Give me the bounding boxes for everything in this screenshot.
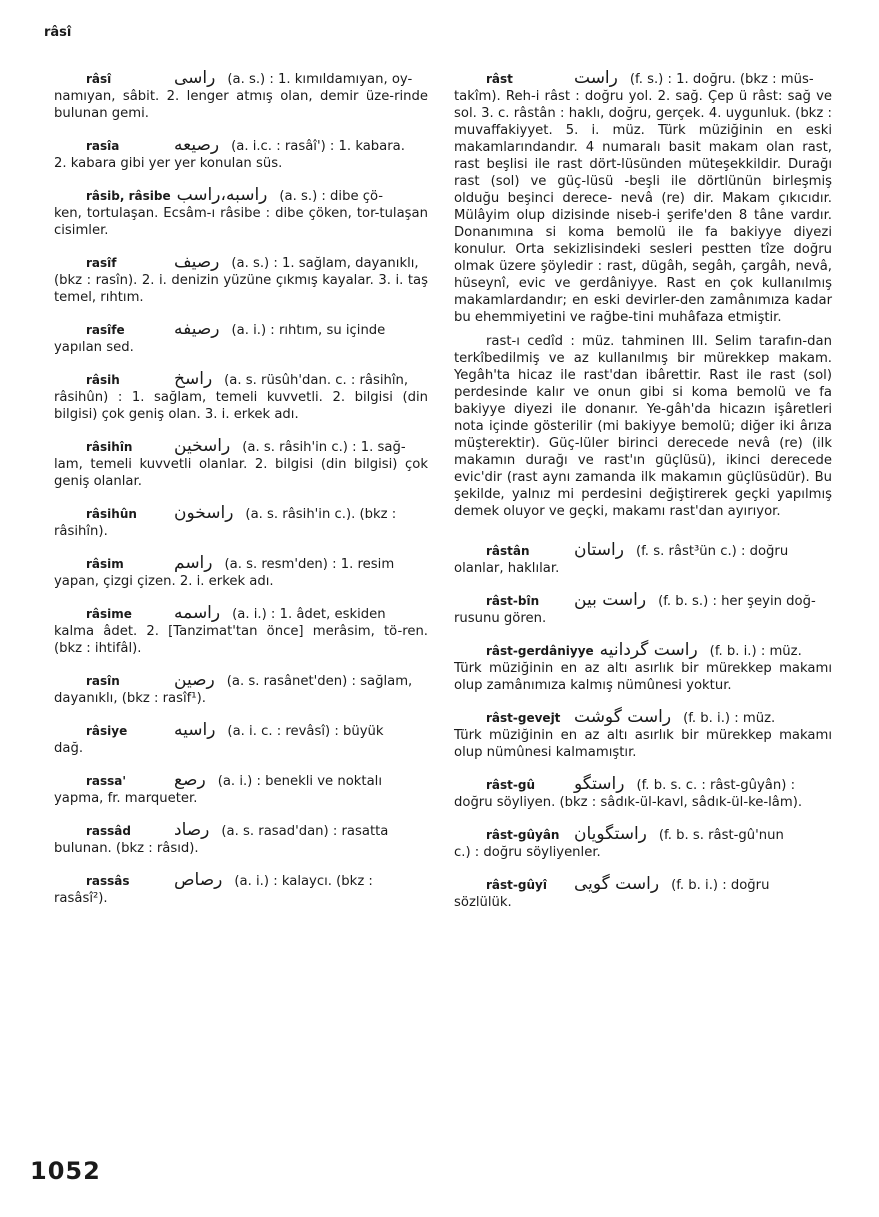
entry-arabic-script: راست بین [574,590,647,610]
entry-arabic-script: راسی [174,68,216,88]
entry-arabic-script: راسبه،راسب [176,185,268,205]
entry-definition: namıyan, sâbit. 2. lenger atmış olan, demir üze-rinde bulunan gemi. [54,89,428,121]
dictionary-entry [54,605,428,657]
right-entries [454,542,832,911]
entry-arabic-script: راستگو [574,774,625,794]
entry-definition: yapma, fr. marqueter. [54,791,198,806]
entry-definition-start: (f. s. râst³ün c.) : doğru [635,544,789,559]
entry-definition-start: (f. b. s. râst-gû'nun [658,828,784,843]
entry-headword: râsihîn [86,440,133,454]
dictionary-entry [54,70,428,122]
dictionary-entry [454,592,832,627]
entry-definition: lam, temeli kuvvetli olanlar. 2. bilgisi (din bilgisi) çok geniş olanlar. [54,457,428,489]
entry-definition-start: (f. b. i.) : müz. [709,644,802,659]
entry-definition-start: (a. i.) : kalaycı. (bkz : [234,874,373,889]
entry-definition: takîm). Reh-i râst : doğru yol. 2. sağ. Çep ü râst: sağ ve sol. 3. c. râstân : haklı, doğru, gerçek. 4. uygunluk. (bkz : muvaffakiyyet. 5. i. müz. Türk müziğinin en eski makamlarındandır. 4 numaralı basit makam olan rast, rast beşlisi ile rast dört-lüsünden müteşekkildir. Durağı rast (sol) ve güç-lüsü -beşli ile dörtlünün birleşmiş olduğu beşinci derece- nevâ (re) dir. Makam çıkıcıdır. Mülâyim olup dizisinde niseb-i şerife'den 8 tâne vardır. Donanımına si koma bemolü ile fa bakiyye diyezi konulur. Orta sekizlisindeki sesleri pestten tîze doğru olmak üzere şöyledir : rast, dügâh, segâh, çargâh, nevâ, hüseynî, evic ve gerdâniyye. Rast en çok kullanılmış makamlardandır; en eski devirler-den zamânımıza kadar bu ehemmiyetini ve rağbe-tini muhâfaza etmiştir. [454,89,832,325]
entry-definition-start: (a. s. rüsûh'dan. c. : râsihîn, [224,373,409,388]
entry-definition-start: (a. s. râsih'in c.). (bkz : [245,507,397,522]
entry-definition-start: (a. s. rasânet'den) : sağlam, [226,674,413,689]
entry-headword: rasîfe [86,323,125,337]
entry-definition-start: (f. b. i.) : doğru [671,878,770,893]
entry-headword: râsim [86,557,124,571]
entry-definition-start: (f. b. i.) : müz. [683,711,776,726]
entry-definition-start: (a. i.) : rıhtım, su içinde [231,323,386,338]
running-head: râsî [44,25,72,40]
entry-definition: râsihîn). [54,524,108,539]
entry-arabic-script: راسیه [174,720,216,740]
dictionary-entry [454,876,832,911]
subentry-rast-i-cedid: rast-ı cedîd : müz. tahminen III. Selim tarafın-dan terkîbedilmiş ve az kullanılmış bir mürekkep makam. Yegâh'ta hicaz ile rast'dan ibârettir. Rast ile rast (sol) perdesinde kalır ve onun gibi si koma bemolü ve fa bakiyye diyezi ile donanır. Ye-gâh'da hicazın işâretleri nota içinde gösterilir (mi bakiyye bemolü; diğer iki ârıza müşterektir). Güç-lüler birinci derecede nevâ (re) (ilk makamın durağı ve rast'ın güçlüsü), ikinci derecede evic'dir (rast aynı zamanda ilk makamın güçlüsüdür). Bu şekilde, yalnız mi perdesini değiştirerek geçki yapılmış demek oluyor ve geçki, makamı rast'dan ayırıyor. [454,334,832,519]
entry-headword: râst-gû [486,778,536,792]
entry-headword: râst [486,72,513,86]
entry-definition: yapan, çizgi çizen. 2. i. erkek adı. [54,574,274,589]
entry-definition: rasâsî²). [54,891,108,906]
dictionary-entry [54,772,428,807]
dictionary-entry-rast [454,70,832,326]
entry-arabic-script: رصیف [174,252,220,272]
left-column [54,70,428,922]
entry-arabic-script: راست گردانیه [599,640,698,660]
dictionary-entry [54,254,428,306]
entry-arabic-script: راست گوشت [574,707,672,727]
dictionary-entry [54,321,428,356]
entry-headword: rassâd [86,824,131,838]
entry-definition-start: (a. s. râsih'in c.) : 1. sağ- [242,440,406,455]
entry-definition: Türk müziğinin en az altı asırlık bir mürekkep makamı olup zamânımıza kalmış nümûnesi yoktur. [454,661,832,693]
entry-arabic-script: رصیعه [174,135,220,155]
dictionary-entry [54,137,428,172]
entry-definition-start: (f. b. s. c. : râst-gûyân) : [636,778,796,793]
entry-definition: rusunu gören. [454,611,547,626]
entry-definition-start: (a. s. resm'den) : 1. resim [224,557,395,572]
entry-arabic-script: رصاص [174,870,223,890]
entry-definition: dayanıklı, (bkz : rasîf¹). [54,691,206,706]
entry-definition: 2. kabara gibi yer yer konulan süs. [54,156,283,171]
entry-headword: rasîa [86,139,120,153]
dictionary-entry [54,505,428,540]
entry-definition: yapılan sed. [54,340,134,355]
entry-arabic-script: راسخ [174,369,213,389]
dictionary-entry [54,371,428,423]
entry-arabic-script: راسم [174,553,213,573]
entry-definition-start: (a. i.c. : rasâî') : 1. kabara. [231,139,405,154]
entry-headword: râsî [86,72,112,86]
entry-arabic-script: رصین [174,670,215,690]
entry-definition-start: (a. s. rasad'dan) : rasatta [221,824,389,839]
right-column [454,70,832,926]
entry-headword: râsiye [86,724,128,738]
dictionary-entry [454,642,832,694]
entry-headword: râsih [86,373,120,387]
entry-definition-start: (a. i.) : benekli ve noktalı [217,774,383,789]
entry-headword: râst-gerdâniyye [486,644,594,658]
entry-headword: râsime [86,607,132,621]
entry-definition: dağ. [54,741,84,756]
entry-headword: rassa' [86,774,127,788]
entry-definition-start: (a. i.) : 1. âdet, eskiden [232,607,386,622]
entry-arabic-script: رصاد [174,820,210,840]
entry-definition: ken, tortulaşan. Ecsâm-ı râsibe : dibe çöken, tor-tulaşan cisimler. [54,206,428,238]
entry-headword: rasîf [86,256,117,270]
entry-definition: olanlar, haklılar. [454,561,560,576]
dictionary-entry [54,872,428,907]
entry-definition: c.) : doğru söyliyenler. [454,845,601,860]
entry-arabic-script: راست گویی [574,874,660,894]
dictionary-entry [54,722,428,757]
entry-definition: sözlülük. [454,895,512,910]
entry-definition: Türk müziğinin en az altı asırlık bir mürekkep makamı olup nümûnesi kalmamıştır. [454,728,832,760]
entry-definition-start: (f. b. s.) : her şeyin doğ- [658,594,816,609]
entry-headword: râstân [486,544,530,558]
entry-arabic-script: راسخین [174,436,231,456]
entry-definition-start: (a. i. c. : revâsî) : büyük [227,724,384,739]
entry-headword: rassâs [86,874,130,888]
dictionary-entry [54,672,428,707]
entry-definition-start: (a. s.) : 1. sağlam, dayanıklı, [231,256,419,271]
entry-definition: (bkz : rasîn). 2. i. denizin yüzüne çıkmış kayalar. 3. i. taş temel, rıhtım. [54,273,428,305]
dictionary-entry [54,187,428,239]
dictionary-entry [454,776,832,811]
entry-arabic-script: راستان [574,540,624,560]
entry-definition-start: (a. s.) : dibe çö- [279,189,384,204]
entry-headword: râst-gevejt [486,711,561,725]
entry-headword: râsib, râsibe [86,189,171,203]
entry-arabic-script: راسخون [174,503,234,523]
entry-definition-start: (a. s.) : 1. kımıldamıyan, oy- [227,72,413,87]
entry-arabic-script: راست [574,68,618,88]
dictionary-entry [454,709,832,761]
page-number: 1052 [30,1157,101,1185]
entry-headword: rasîn [86,674,120,688]
dictionary-entry [454,826,832,861]
dictionary-entry [54,555,428,590]
entry-arabic-script: رصیفه [174,319,220,339]
entry-definition: doğru söyliyen. (bkz : sâdık-ül-kavl, sâdık-ül-ke-lâm). [454,795,803,810]
dictionary-entry [454,542,832,577]
entry-arabic-script: راستگویان [574,824,647,844]
entry-headword: râst-bîn [486,594,540,608]
entry-arabic-script: رصع [174,770,206,790]
entry-headword: râst-gûyî [486,878,547,892]
dictionary-entry [54,438,428,490]
entry-arabic-script: راسمه [174,603,221,623]
entry-definition: bulunan. (bkz : râsıd). [54,841,199,856]
dictionary-entry [54,822,428,857]
entry-definition: râsihûn) : 1. sağlam, temeli kuvvetli. 2. bilgisi (din bilgisi) çok geniş olan. 3. i. erkek adı. [54,390,428,422]
entry-headword: râsihûn [86,507,137,521]
entry-definition-start: (f. s.) : 1. doğru. (bkz : müs- [629,72,814,87]
entry-headword: râst-gûyân [486,828,560,842]
entry-definition: kalma âdet. 2. [Tanzimat'tan önce] merâsim, tö-ren. (bkz : ihtifâl). [54,624,428,656]
